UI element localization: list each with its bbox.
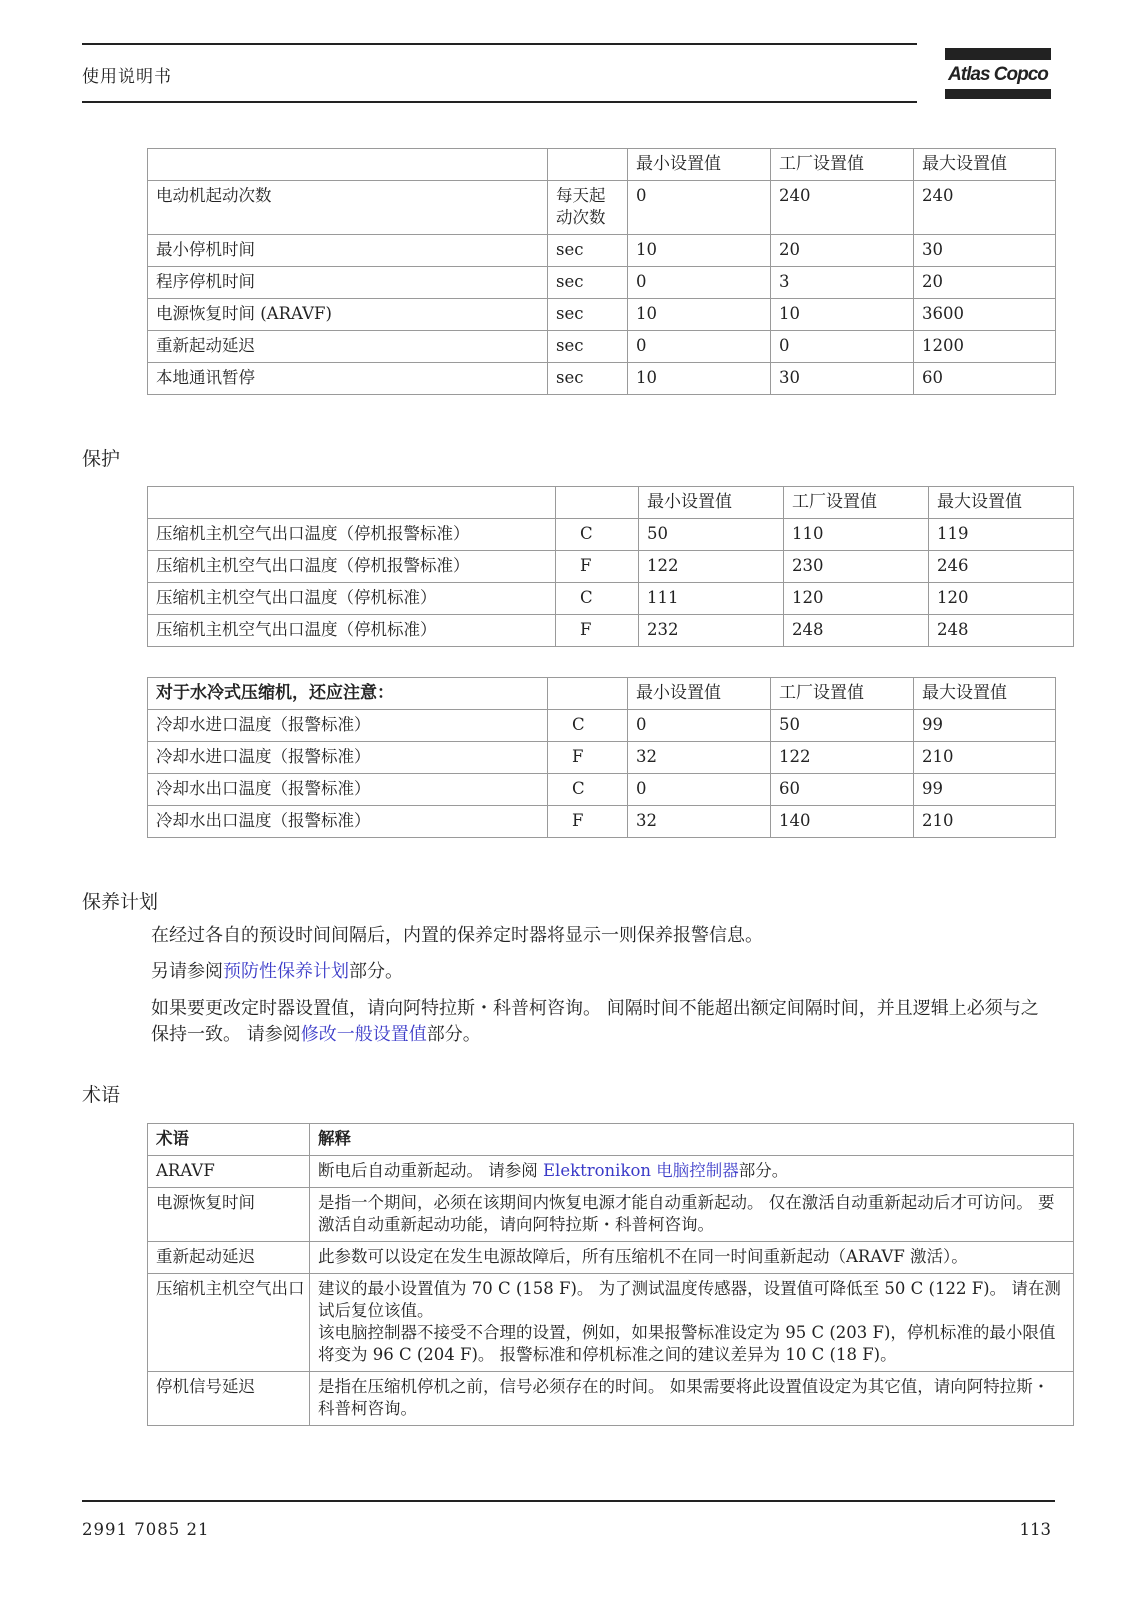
col-term: 术语 (148, 1124, 310, 1156)
header-title: 使用说明书 (82, 67, 172, 87)
table-row: 压缩机主机空气出口温度（停机标准） C 111 120 120 (148, 583, 1074, 615)
table-row: 重新起动延迟 sec 0 0 1200 (148, 331, 1056, 363)
table-row: 电源恢复时间 (ARAVF) sec 10 10 3600 (148, 299, 1056, 331)
document-number: 2991 7085 21 (82, 1520, 210, 1539)
protection-table (147, 486, 1074, 647)
col-min: 最小设置值 (639, 487, 784, 519)
table-row: 压缩机主机空气出口温度（停机标准） F 232 248 248 (148, 615, 1074, 647)
table-row: 压缩机主机空气出口温度（停机报警标准） C 50 110 119 (148, 519, 1074, 551)
col-factory: 工厂设置值 (784, 487, 929, 519)
table-row: 冷却水进口温度（报警标准） C 0 50 99 (148, 710, 1056, 742)
col-factory: 工厂设置值 (771, 149, 914, 181)
modify-settings-link[interactable]: 修改一般设置值 (300, 1024, 427, 1045)
table-row: 电动机起动次数 每天起动次数 0 240 240 (148, 181, 1056, 235)
table-header-row (148, 487, 1074, 519)
col-factory: 工厂设置值 (771, 678, 914, 710)
atlas-copco-logo (945, 48, 1051, 100)
col-min: 最小设置值 (628, 678, 771, 710)
footer-rule (82, 1500, 1055, 1502)
service-plan-paragraph-1: 在经过各自的预设时间间隔后，内置的保养定时器将显示一则保养报警信息。 (151, 925, 763, 946)
table-header-row (148, 149, 1056, 181)
page-header (82, 43, 917, 103)
service-plan-paragraph-3: 如果要更改定时器设置值，请向阿特拉斯・科普柯咨询。 间隔时间不能超出额定间隔时间，并且逻辑上必须与之保持一致。 请参阅修改一般设置值部分。 (151, 998, 1039, 1045)
col-max: 最大设置值 (914, 149, 1056, 181)
table-row: 停机信号延迟 是指在压缩机停机之前，信号必须存在的时间。 如果需要将此设置值设定为其它值，请向阿特拉斯・科普柯咨询。 (148, 1372, 1074, 1426)
terminology-table (147, 1123, 1074, 1426)
col-max: 最大设置值 (914, 678, 1056, 710)
table-header-row (148, 678, 1056, 710)
water-cooled-title: 对于水冷式压缩机，还应注意： (148, 678, 548, 710)
water-cooled-table (147, 677, 1056, 838)
table-row: 冷却水出口温度（报警标准） F 32 140 210 (148, 806, 1056, 838)
table-row: 程序停机时间 sec 0 3 20 (148, 267, 1056, 299)
timing-settings-table (147, 148, 1056, 395)
table-header-row (148, 1124, 1074, 1156)
table-row: 最小停机时间 sec 10 20 30 (148, 235, 1056, 267)
logo-wordmark: Atlas Copco (948, 64, 1048, 85)
preventive-maintenance-link[interactable]: 预防性保养计划 (223, 961, 349, 982)
table-row: 冷却水出口温度（报警标准） C 0 60 99 (148, 774, 1056, 806)
service-plan-paragraph-2: 另请参阅预防性保养计划部分。 (151, 961, 403, 982)
table-row: ARAVF 断电后自动重新起动。 请参阅 Elektronikon 电脑控制器部分。 (148, 1156, 1074, 1188)
col-max: 最大设置值 (929, 487, 1074, 519)
page-number: 113 (1019, 1520, 1051, 1539)
service-plan-heading: 保养计划 (82, 891, 159, 913)
table-row: 压缩机主机空气出口温度（停机报警标准） F 122 230 246 (148, 551, 1074, 583)
protection-heading: 保护 (82, 448, 121, 470)
elektronikon-link[interactable]: Elektronikon 电脑控制器 (543, 1161, 739, 1180)
col-explanation: 解释 (310, 1124, 1074, 1156)
table-row: 本地通讯暂停 sec 10 30 60 (148, 363, 1056, 395)
table-row: 电源恢复时间 是指一个期间，必须在该期间内恢复电源才能自动重新起动。 仅在激活自动重新起动后才可访问。 要激活自动重新起动功能，请向阿特拉斯・科普柯咨询。 (148, 1188, 1074, 1242)
table-row: 重新起动延迟 此参数可以设定在发生电源故障后，所有压缩机不在同一时间重新起动（ARAVF 激活）。 (148, 1242, 1074, 1274)
table-row: 冷却水进口温度（报警标准） F 32 122 210 (148, 742, 1056, 774)
table-row: 压缩机主机空气出口 建议的最小设置值为 70 C (158 F)。 为了测试温度传感器，设置值可降低至 50 C (122 F)。 请在测试后复位该值。 该电脑控制器不接受不合理的设置，例如，如果报警标准设定为 95 C (203 F)，停机标准的最小限值将变为 96 C (204 F)。 报警标准和停机标准之间的建议差异为 10 C (18 F)。 (148, 1274, 1074, 1372)
col-min: 最小设置值 (628, 149, 771, 181)
terminology-heading: 术语 (82, 1084, 121, 1106)
